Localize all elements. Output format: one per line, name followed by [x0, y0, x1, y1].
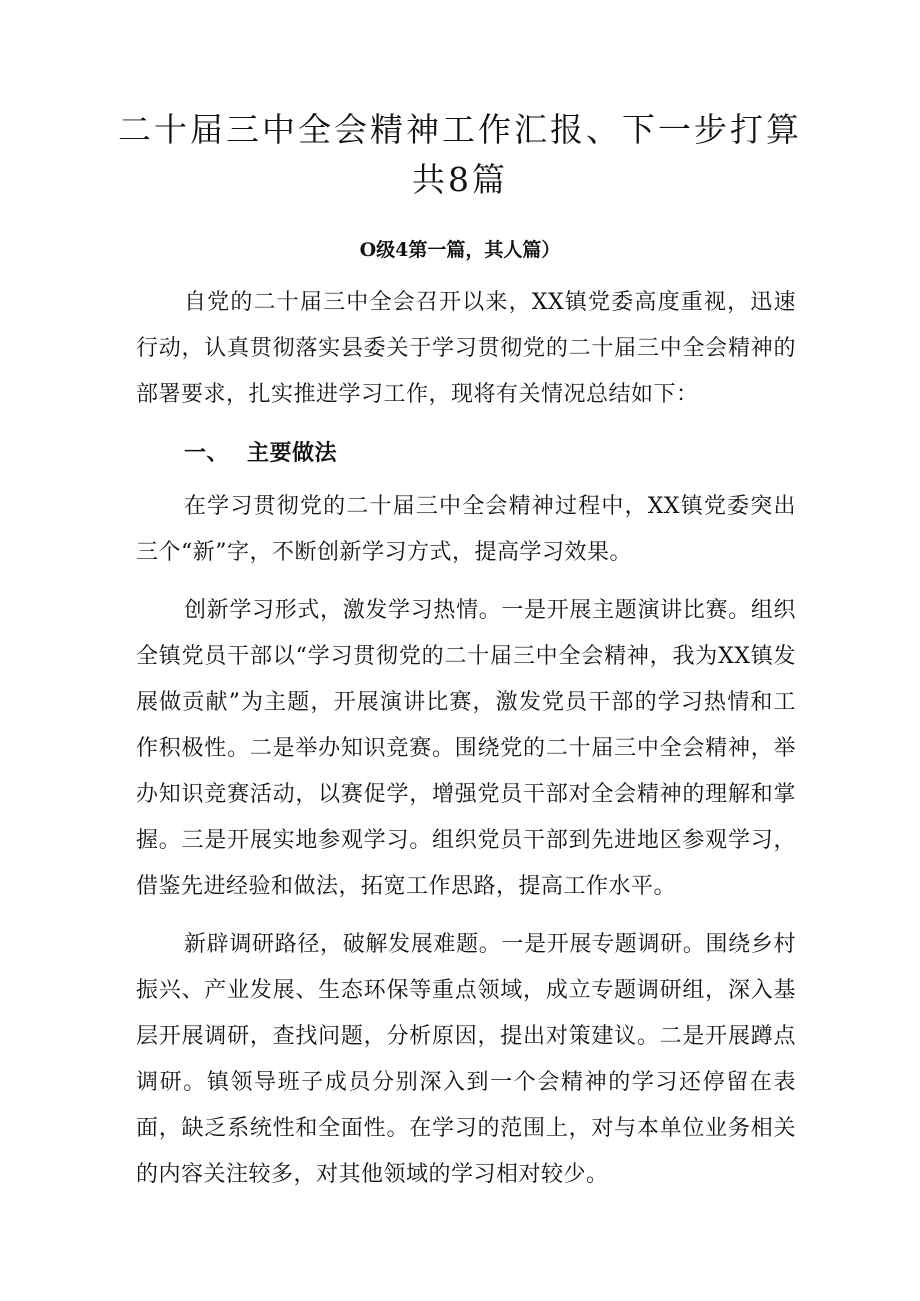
document-subtitle: O级4第一篇，其人篇） — [359, 239, 561, 261]
paragraph: 创新学习形式，激发学习热情。一是开展主题演讲比赛。组织全镇党员干部以“学习贯彻党的二十届三中全会精神，我为XX镇发展做贡献”为主题，开展演讲比赛，激发党员干部的学习热情和工作积极性。二是举办知识竞赛。围绕党的二十届三中全会精神，举办知识竞赛活动，以赛促学，增强党员干部对全会精神的理解和掌握。三是开展实地参观学习。组织党员干部到先进地区参观学习，借鉴先进经验和做法，拓宽工作思路，提高工作水平。 — [136, 598, 796, 899]
section-title: 主要做法 — [247, 440, 338, 466]
intro-paragraph: 自党的二十届三中全会召开以来，XX镇党委高度重视，迅速行动，认真贯彻落实县委关于学习贯彻党的二十届三中全会精神的部署要求，扎实推进学习工作，现将有关情况总结如下： — [136, 290, 796, 407]
document-title: 二十届三中全会精神工作汇报、下一步打算 — [118, 110, 802, 149]
section-heading — [136, 430, 796, 476]
paragraph: 在学习贯彻党的二十届三中全会精神过程中，XX镇党委突出三个“新”字，不断创新学习方式，提高学习效果。 — [136, 494, 796, 565]
document-title-count: 共8篇 — [412, 160, 508, 199]
document-body — [136, 280, 796, 1210]
section-number: 一、 — [184, 440, 230, 466]
paragraph: 新辟调研路径，破解发展难题。一是开展专题调研。围绕乡村振兴、产业发展、生态环保等重点领域，成立专题调研组，深入基层开展调研，查找问题，分析原因，提出对策建议。二是开展蹲点调研。镇领导班子成员分别深入到一个会精神的学习还停留在表面，缺乏系统性和全面性。在学习的范围上，对与本单位业务相关的内容关注较多，对其他领域的学习相对较少。 — [136, 932, 796, 1187]
